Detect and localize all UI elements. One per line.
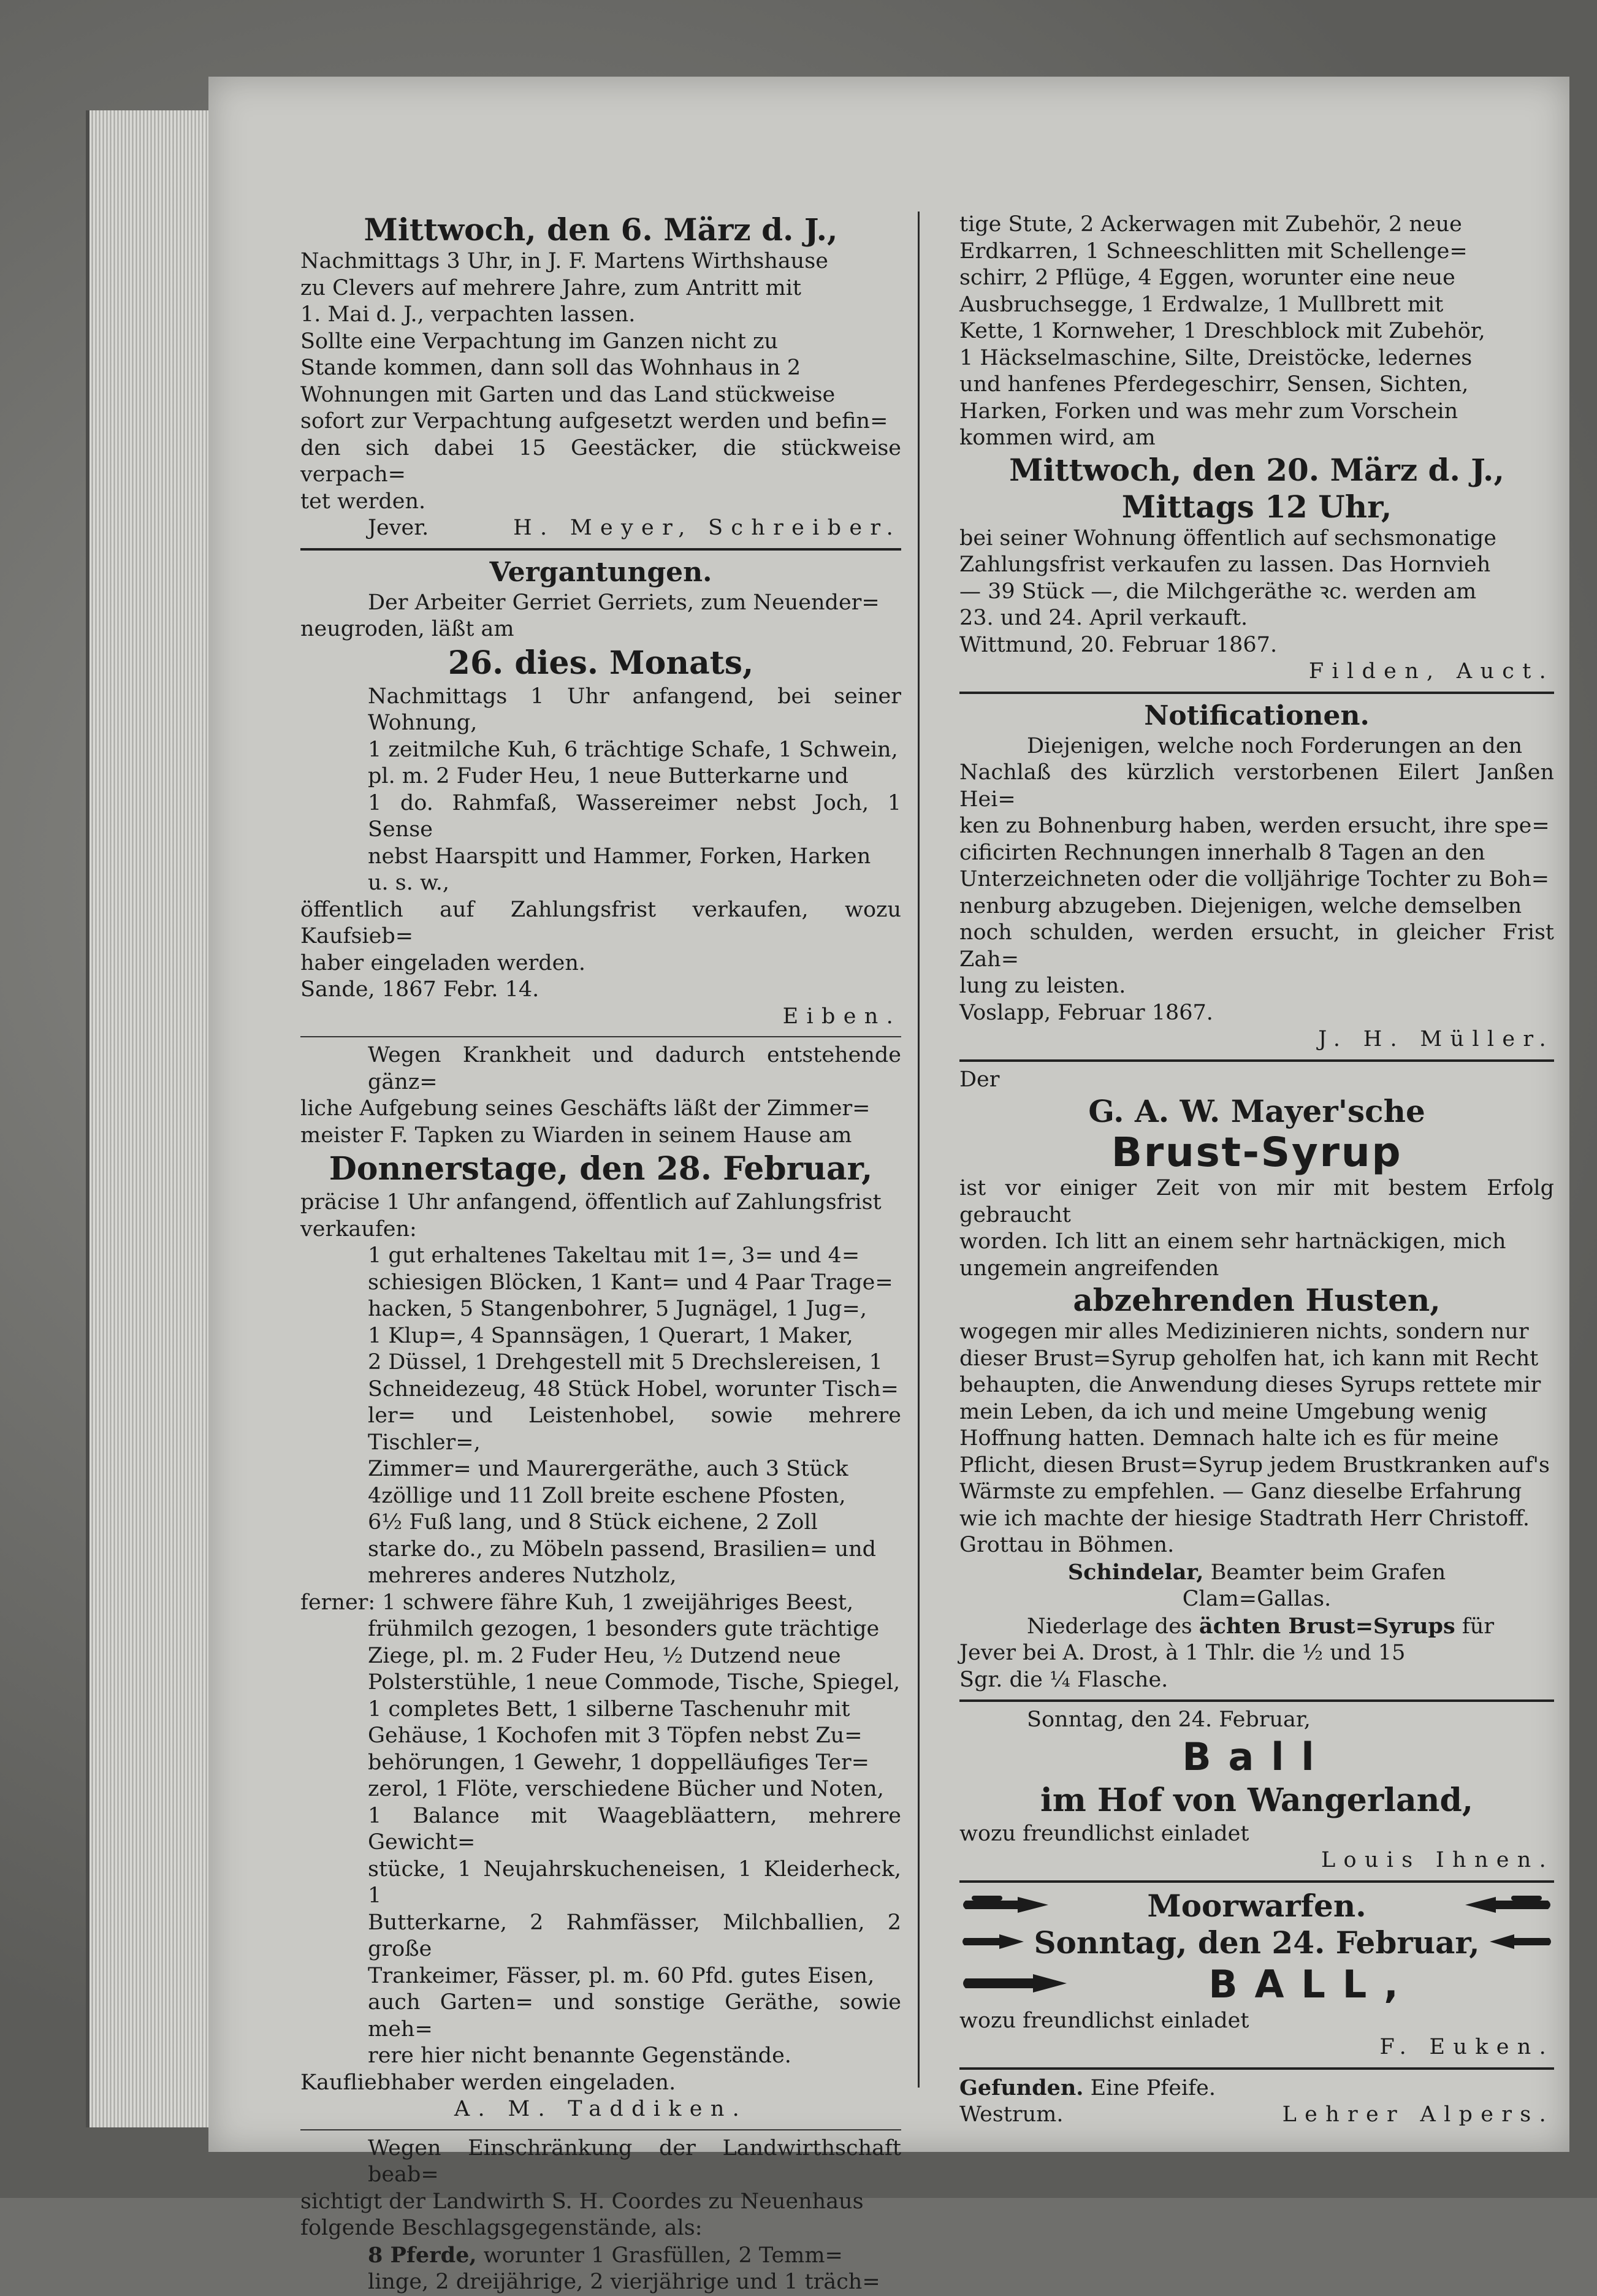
text-line: ist vor einiger Zeit von mir mit bestem Erfolg gebraucht (959, 1176, 1554, 1227)
book-page-edges (86, 110, 221, 2127)
text-line: frühmilch gezogen, 1 besonders gute trächtige (368, 1617, 880, 1641)
text-line: Sollte eine Verpachtung im Ganzen nicht zu (300, 329, 778, 354)
text-line: 2 Düssel, 1 Drehgestell mit 5 Drechslereisen, 1 (368, 1350, 883, 1375)
text-line: Butterkarne, 2 Rahmfässer, Milchballien, 2 große (368, 1910, 901, 1961)
cough-heading: abzehrenden Husten, (1073, 1282, 1441, 1318)
ball-title: Ball (1182, 1734, 1332, 1779)
text-line: Stande kommen, dann soll das Wohnhaus in 2 (300, 356, 801, 380)
horses-rest: worunter 1 Grasfüllen, 2 Temm= (476, 2243, 843, 2268)
text-line: Wegen Krankheit und dadurch entstehende gänz= (368, 1043, 901, 1094)
text-line: rere hier nicht benannte Gegenstände. (368, 2043, 791, 2068)
text-line: 1. Mai d. J., verpachten lassen. (300, 302, 636, 327)
section-rule (959, 2067, 1554, 2070)
text-line: Diejenigen, welche noch Forderungen an den (1027, 733, 1522, 758)
ad-items (300, 684, 901, 897)
pointing-hand-icon (1487, 1928, 1554, 1958)
right-column (959, 212, 1554, 2129)
text-line: — 39 Stück —, die Milchgeräthe ꝛc. werden am (959, 579, 1477, 604)
ad-time: Mittags 12 Uhr, (1121, 488, 1392, 525)
text-line: Harken, Forken und was mehr zum Vorschein (959, 399, 1458, 424)
ad-auction-coordes (300, 2135, 901, 2296)
found-item: Eine Pfeife. (1090, 2075, 1216, 2100)
place: Jever. (368, 516, 429, 540)
text-line: Zahlungsfrist verkaufen zu lassen. Das Hornvieh (959, 552, 1491, 577)
text-line: stücke, 1 Neujahrskucheneisen, 1 Kleiderheck, 1 (368, 1856, 901, 1908)
der-label: Der (959, 1067, 1000, 1092)
ad-body (300, 897, 901, 1004)
text-line: 1 do. Rahmfaß, Wassereimer nebst Joch, 1 Sense (368, 790, 901, 842)
title-row (959, 1961, 1554, 2008)
text-line: haber eingeladen werden. (300, 950, 585, 975)
date-row (959, 1924, 1554, 1961)
text-line: starke do., zu Möbeln passend, Brasilien= und (368, 1536, 877, 1562)
text-line: worden. Ich litt an einem sehr hartnäckigen, mich (959, 1229, 1506, 1254)
ad-body (300, 1042, 901, 1149)
text-line: tige Stute, 2 Ackerwagen mit Zubehör, 2 neue (959, 212, 1462, 237)
ad-date: Mittwoch, den 20. März d. J., (1009, 451, 1504, 488)
found-line (959, 2075, 1554, 2102)
signature: Louis Ihnen. (1321, 1848, 1554, 1872)
text-line: Gehäuse, 1 Kochofen mit 3 Töpfen nebst Zu= (368, 1723, 863, 1748)
text-line: sichtigt der Landwirth S. H. Coordes zu Neuenhaus (300, 2189, 864, 2214)
text-line: 4zöllige und 11 Zoll breite eschene Pfosten, (368, 1483, 846, 1508)
ad-auction-tapken (300, 1042, 901, 2123)
text-line: Schneidezeug, 48 Stück Hobel, worunter Tisch= (368, 1376, 899, 1402)
depot-bold: ächten Brust=Syrups (1199, 1613, 1455, 1639)
text-line: den sich dabei 15 Geestäcker, die stückweise verpach= (300, 435, 901, 487)
section-rule (959, 692, 1554, 694)
text-line: 23. und 24. April verkauft. (959, 606, 1248, 630)
signature: Eiben. (782, 1004, 901, 1029)
horses-bold: 8 Pferde, (368, 2242, 477, 2268)
depot-line2: Jever bei A. Drost, à 1 Thlr. die ½ und 15 (959, 1641, 1406, 1665)
text-line: nebst Haarspitt und Hammer, Forken, Harken (368, 844, 871, 869)
ad-ball-wangerland (959, 1707, 1554, 1874)
text-line: pl. m. 2 Fuder Heu, 1 neue Butterkarne und (368, 764, 849, 788)
ad-body (300, 590, 901, 643)
text-line: Ziege, pl. m. 2 Fuder Heu, ½ Dutzend neue (368, 1643, 841, 1668)
text-line: 1 completes Bett, 1 silberne Taschenuhr mit (368, 1696, 850, 1722)
pointing-hand-icon (959, 1890, 1051, 1923)
ad-body (959, 733, 1554, 1027)
signer (959, 1559, 1554, 1587)
signer-title: Beamter beim Grafen (1203, 1560, 1446, 1585)
text-line: meister F. Tapken zu Wiarden in seinem Hause am (300, 1123, 852, 1148)
section-rule (300, 548, 901, 551)
text-line: wogegen mir alles Medizinieren nichts, sondern nur (959, 1319, 1529, 1344)
ad-horses (300, 2242, 901, 2270)
ad-auction-gerriets (300, 555, 901, 1031)
signature: Filden, Auct. (1308, 659, 1554, 684)
text-line: dieser Brust=Syrup geholfen hat, ich kann mit Recht (959, 1346, 1539, 1371)
text-line: Nachlaß des kürzlich verstorbenen Eilert Janßen Hei= (959, 760, 1554, 812)
ball-date: Sonntag, den 24. Februar, (1034, 1924, 1480, 1961)
signature: Lehrer Alpers. (1282, 2102, 1554, 2127)
place-row (959, 1888, 1554, 1924)
ad-auction-coordes-cont (959, 212, 1554, 685)
depot-line3: Sgr. die ¼ Flasche. (959, 1667, 1168, 1692)
found-label: Gefunden. (959, 2075, 1084, 2100)
signature: F. Euken. (1379, 2035, 1554, 2059)
text-line: Zimmer= und Maurergeräthe, auch 3 Stück (368, 1457, 848, 1481)
pointing-hand-icon (959, 1968, 1070, 2001)
text-line: Nachmittags 1 Uhr anfangend, bei seiner Wohnung, (368, 684, 901, 735)
found-sign-row (959, 2102, 1554, 2129)
ball-venue: im Hof von Wangerland, (1040, 1781, 1473, 1819)
text-line: Polsterstühle, 1 neue Commode, Tische, Spiegel, (368, 1670, 901, 1695)
ad-items (300, 1243, 901, 1590)
text-line: und hanfenes Pferdegeschirr, Sensen, Sichten, (959, 372, 1469, 397)
ad-body (300, 1189, 901, 1243)
depot-a: Niederlage des (1027, 1614, 1199, 1639)
text-line: noch schulden, werden ersucht, in gleicher Frist Zah= (959, 920, 1554, 972)
ball-date: Sonntag, den 24. Februar, (1027, 1707, 1311, 1732)
text-line: Kette, 1 Kornweher, 1 Dreschblock mit Zubehör, (959, 319, 1485, 343)
text-line: verkaufen: (300, 1216, 417, 1241)
column-divider (918, 212, 920, 2088)
ad-horses-cont: linge, 2 dreijährige, 2 vierjährige und 1 träch= (368, 2270, 880, 2294)
text-line: cificirten Rechnungen innerhalb 8 Tagen an den (959, 840, 1485, 865)
text-line: neugroden, läßt am (300, 617, 514, 641)
text-line: Wegen Einschränkung der Landwirthschaft beab= (368, 2135, 901, 2187)
text-line: kommen wird, am (959, 425, 1156, 450)
ad-brust-syrup (959, 1067, 1554, 1694)
ad-ball-moorwarfen (959, 1888, 1554, 2061)
depot (959, 1613, 1554, 1641)
ad-ferner: ferner: 1 schwere fähre Kuh, 1 zweijähriges Beest, (300, 1590, 854, 1615)
ad-body (300, 2135, 901, 2242)
text-line: mehreres anderes Nutzholz, (368, 1563, 677, 1588)
pointing-hand-icon (1462, 1890, 1554, 1923)
text-line: schirr, 2 Pflüge, 4 Eggen, worunter eine neue (959, 265, 1455, 290)
text-line: Grottau in Böhmen. (959, 1533, 1175, 1557)
ad-body (959, 212, 1554, 452)
text-line: ken zu Bohnenburg haben, werden ersucht, ihre spe= (959, 814, 1550, 838)
text-line: schiesigen Blöcken, 1 Kant= und 4 Paar Trage= (368, 1270, 893, 1295)
text-line: liche Aufgebung seines Geschäfts läßt der Zimmer= (300, 1096, 871, 1121)
text-line: hacken, 5 Stangenbohrer, 5 Jugnägel, 1 Jug=, (368, 1297, 867, 1321)
text-line: ungemein angreifenden (959, 1256, 1219, 1281)
text-line: Erdkarren, 1 Schneeschlitten mit Schellenge= (959, 238, 1468, 264)
text-line: Voslapp, Februar 1867. (959, 1000, 1213, 1025)
text-line: ler= und Leistenhobel, sowie mehrere Tischler=, (368, 1403, 901, 1455)
notice-found (959, 2075, 1554, 2129)
section-rule (300, 1036, 901, 1037)
text-line: lung zu leisten. (959, 974, 1126, 998)
text-line: 1 gut erhaltenes Takeltau mit 1=, 3= und 4= (368, 1243, 860, 1268)
text-line: öffentlich auf Zahlungsfrist verkaufen, wozu Kaufsieb= (300, 897, 901, 948)
product-name: Brust-Syrup (1111, 1129, 1403, 1176)
text-line: 1 Balance mit Waagebläattern, mehrere Gewicht= (368, 1803, 901, 1855)
signature: H. Meyer, Schreiber. (513, 516, 901, 540)
text-line: zerol, 1 Flöte, verschiedene Bücher und Noten, (368, 1777, 884, 1801)
text-line: 1 Häckselmaschine, Silte, Dreistöcke, ledernes (959, 345, 1473, 370)
ad-lease-clevers (300, 212, 901, 542)
depot-b: für (1455, 1614, 1495, 1639)
text-line: Ausbruchsegge, 1 Erdwalze, 1 Mullbrett mit (959, 292, 1444, 317)
text-line: behaupten, die Anwendung dieses Syrups rettete mir (959, 1373, 1541, 1397)
text-line: Wärmste zu empfehlen. — Ganz dieselbe Erfahrung (959, 1479, 1522, 1504)
place: Westrum. (959, 2102, 1064, 2127)
text-line: folgende Beschlagsgegenstände, als: (300, 2216, 703, 2240)
ball-invite: wozu freundlichst einladet (959, 1821, 1249, 1846)
text-line: Der Arbeiter Gerriet Gerriets, zum Neuender= (368, 590, 880, 615)
signer-name: Schindelar, (1067, 1559, 1204, 1585)
pointing-hand-icon (959, 1928, 1027, 1958)
section-rule (959, 1880, 1554, 1883)
signer-line2: Clam=Gallas. (1182, 1587, 1332, 1611)
text-line: nenburg abzugeben. Diejenigen, welche demselben (959, 893, 1522, 918)
ad-closing: Kaufliebhaber werden eingeladen. (300, 2070, 676, 2095)
text-line: wie ich machte der hiesige Stadtrath Herr Christoff. (959, 1506, 1530, 1531)
ad-heading: Mittwoch, den 6. März d. J., (364, 212, 838, 248)
ball-invite: wozu freundlichst einladet (959, 2008, 1249, 2033)
text-line: u. s. w., (368, 871, 450, 895)
text-line: behörungen, 1 Gewehr, 1 doppelläufiges Ter= (368, 1750, 870, 1775)
section-rule (959, 1699, 1554, 1702)
ad-body (300, 248, 901, 515)
brand-name: G. A. W. Mayer'sche (1088, 1093, 1425, 1129)
ad-body (959, 525, 1554, 659)
text-line: Wohnungen mit Garten und das Land stückweise (300, 382, 836, 407)
text-line: auch Garten= und sonstige Geräthe, sowie meh= (368, 1990, 901, 2042)
text-line: 6½ Fuß lang, und 8 Stück eichene, 2 Zoll (368, 1510, 818, 1535)
text-line: 1 zeitmilche Kuh, 6 trächtige Schafe, 1 Schwein, (368, 737, 898, 762)
text-line: Trankeimer, Fässer, pl. m. 60 Pfd. gutes Eisen, (368, 1963, 875, 1988)
ball-title: BALL, (1208, 1961, 1416, 2007)
text-line: Nachmittags 3 Uhr, in J. F. Martens Wirthshause (300, 249, 828, 273)
section-heading: Notificationen. (1144, 700, 1370, 731)
text-line: präcise 1 Uhr anfangend, öffentlich auf Zahlungsfrist (300, 1190, 882, 1215)
ad-items (300, 1616, 901, 2070)
text-line: Hoffnung hatten. Demnach halte ich es für meine (959, 1426, 1499, 1451)
section-rule (959, 1059, 1554, 1062)
text-line: mein Leben, da ich und meine Umgebung wenig (959, 1399, 1488, 1424)
signature: A. M. Taddiken. (454, 2097, 748, 2121)
section-heading: Vergantungen. (489, 556, 712, 588)
signature: J. H. Müller. (1318, 1027, 1554, 1051)
left-column (300, 212, 901, 2296)
text-line: tet werden. (300, 489, 426, 514)
text-line: Sande, 1867 Febr. 14. (300, 977, 539, 1002)
text-line: Unterzeichneten oder die volljährige Tochter zu Boh= (959, 867, 1550, 891)
text-line: bei seiner Wohnung öffentlich auf sechsmonatige (959, 525, 1497, 551)
text-line: Wittmund, 20. Februar 1867. (959, 632, 1278, 657)
text-line: 1 Klup=, 4 Spannsägen, 1 Querart, 1 Maker, (368, 1323, 853, 1348)
text-line: zu Clevers auf mehrere Jahre, zum Antritt mit (300, 275, 801, 300)
text-line: Pflicht, diesen Brust=Syrup jedem Brustkranken auf's (959, 1452, 1550, 1478)
text-line: sofort zur Verpachtung aufgesetzt werden und befin= (300, 409, 888, 433)
ad-date: 26. dies. Monats, (448, 644, 754, 682)
ad-body (959, 1175, 1554, 1282)
ad-body (959, 1319, 1554, 1559)
notification-mueller (959, 699, 1554, 1053)
place-heading: Moorwarfen. (1147, 1887, 1366, 1924)
section-rule (300, 2129, 901, 2130)
ad-date: Donnerstage, den 28. Februar, (329, 1150, 873, 1188)
signature-row (300, 515, 901, 542)
